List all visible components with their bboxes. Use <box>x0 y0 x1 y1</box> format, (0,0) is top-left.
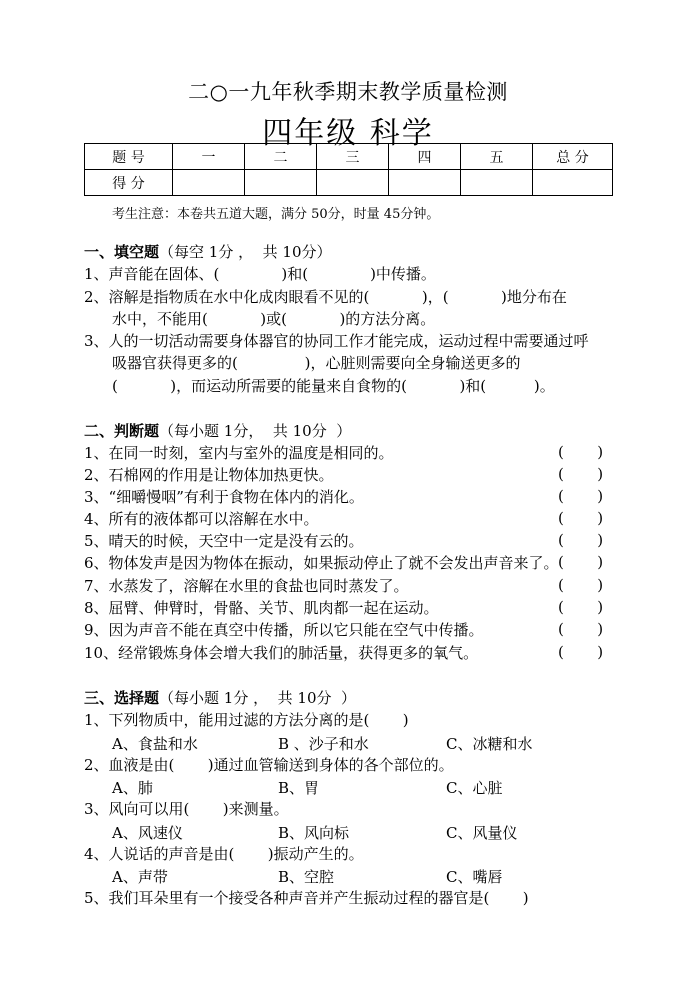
choice-question: 2、血液是由( )通过血管输送到身体的各个部位的。 <box>84 756 454 774</box>
choice-option-c: C、冰糖和水 <box>446 735 533 753</box>
section2-heading <box>84 420 351 441</box>
fill-line: 3、人的一切活动需要身体器官的协同工作才能完成，运动过程中需要通过呼 <box>84 332 589 350</box>
fill-line: 吸器官获得更多的( )，心脏则需要向全身输送更多的 <box>112 354 521 372</box>
choice-question: 4、人说话的声音是由( )振动产生的。 <box>84 845 364 863</box>
answer-paren: ( ) <box>558 553 604 571</box>
judge-item: 3、“细嚼慢咽”有利于食物在体内的消化。 <box>84 488 364 506</box>
judge-item: 6、物体发声是因为物体在振动，如果振动停止了就不会发出声音来了。 <box>84 554 559 572</box>
judge-item: 7、水蒸发了，溶解在水里的食盐也同时蒸发了。 <box>84 577 409 595</box>
answer-paren: ( ) <box>558 509 604 527</box>
score-header-cell: 题 号 <box>85 144 173 170</box>
section1-title: 一、填空题 <box>84 243 160 261</box>
judge-item: 9、因为声音不能在真空中传播，所以它只能在空气中传播。 <box>84 621 484 639</box>
section1-note: （每空 1分 ， 共 10分） <box>159 243 332 261</box>
fill-line: 水中，不能用( )或( )的方法分离。 <box>112 310 436 328</box>
section3-note: （每小题 1分 ， 共 10分 ） <box>159 689 357 707</box>
answer-paren: ( ) <box>558 620 604 638</box>
score-cell <box>533 170 613 196</box>
score-cell <box>173 170 245 196</box>
judge-item: 5、晴天的时候，天空中一定是没有云的。 <box>84 532 364 550</box>
answer-paren: ( ) <box>558 598 604 616</box>
judge-item: 4、所有的液体都可以溶解在水中。 <box>84 510 319 528</box>
choice-question: 3、风向可以用( )来测量。 <box>84 800 289 818</box>
score-table <box>84 143 613 196</box>
section3-heading <box>84 687 356 708</box>
answer-paren: ( ) <box>558 465 604 483</box>
choice-option-a: A、声带 <box>112 868 168 886</box>
choice-option-b: B、胃 <box>278 779 320 797</box>
score-table-score-row <box>85 170 613 196</box>
answer-paren: ( ) <box>558 576 604 594</box>
choice-question: 5、我们耳朵里有一个接受各种声音并产生振动过程的器官是( ) <box>84 889 529 907</box>
choice-option-c: C、风量仪 <box>446 824 518 842</box>
exam-title: 二○一九年秋季期末教学质量检测 <box>188 80 508 104</box>
score-row-label: 得 分 <box>85 170 173 196</box>
score-cell <box>461 170 533 196</box>
choice-question: 1、下列物质中，能用过滤的方法分离的是( ) <box>84 711 409 729</box>
choice-option-c: C、嘴唇 <box>446 868 503 886</box>
fill-line: 2、溶解是指物质在水中化成肉眼看不见的( )，( )地分布在 <box>84 288 567 306</box>
score-header-cell: 五 <box>461 144 533 170</box>
choice-option-a: A、风速仪 <box>112 824 183 842</box>
score-table-header-row <box>85 144 613 170</box>
score-cell <box>389 170 461 196</box>
score-header-cell: 四 <box>389 144 461 170</box>
judge-item: 1、在同一时刻，室内与室外的温度是相同的。 <box>84 444 394 462</box>
answer-paren: ( ) <box>558 643 604 661</box>
choice-option-a: A、肺 <box>112 779 153 797</box>
score-header-cell: 三 <box>317 144 389 170</box>
answer-paren: ( ) <box>558 531 604 549</box>
choice-option-b: B 、沙子和水 <box>278 735 369 753</box>
section1-heading <box>84 241 332 262</box>
fill-line: 1、声音能在固体、( )和( )中传播。 <box>84 265 436 283</box>
exam-notice: 考生注意：本卷共五道大题，满分 50分，时量 45分钟。 <box>112 207 440 222</box>
score-cell <box>317 170 389 196</box>
section3-title: 三、选择题 <box>84 689 160 707</box>
judge-item: 10、经常锻炼身体会增大我们的肺活量，获得更多的氧气。 <box>84 644 479 662</box>
choice-option-b: B、风向标 <box>278 824 350 842</box>
judge-item: 2、石棉网的作用是让物体加热更快。 <box>84 466 334 484</box>
choice-option-a: A、食盐和水 <box>112 735 198 753</box>
choice-option-c: C、心脏 <box>446 779 503 797</box>
answer-paren: ( ) <box>558 487 604 505</box>
judge-item: 8、屈臂、伸臂时，骨骼、关节、肌肉都一起在运动。 <box>84 599 439 617</box>
choice-option-b: B、空腔 <box>278 868 335 886</box>
section2-note: （每小题 1分， 共 10分 ） <box>159 422 352 440</box>
subject-title: 四年级 科学 <box>262 116 434 151</box>
section2-title: 二、判断题 <box>84 422 160 440</box>
score-header-cell: 一 <box>173 144 245 170</box>
score-header-cell: 总 分 <box>533 144 613 170</box>
fill-line: ( )，而运动所需要的能量来自食物的( )和( )。 <box>112 377 555 395</box>
answer-paren: ( ) <box>558 443 604 461</box>
score-cell <box>245 170 317 196</box>
score-header-cell: 二 <box>245 144 317 170</box>
